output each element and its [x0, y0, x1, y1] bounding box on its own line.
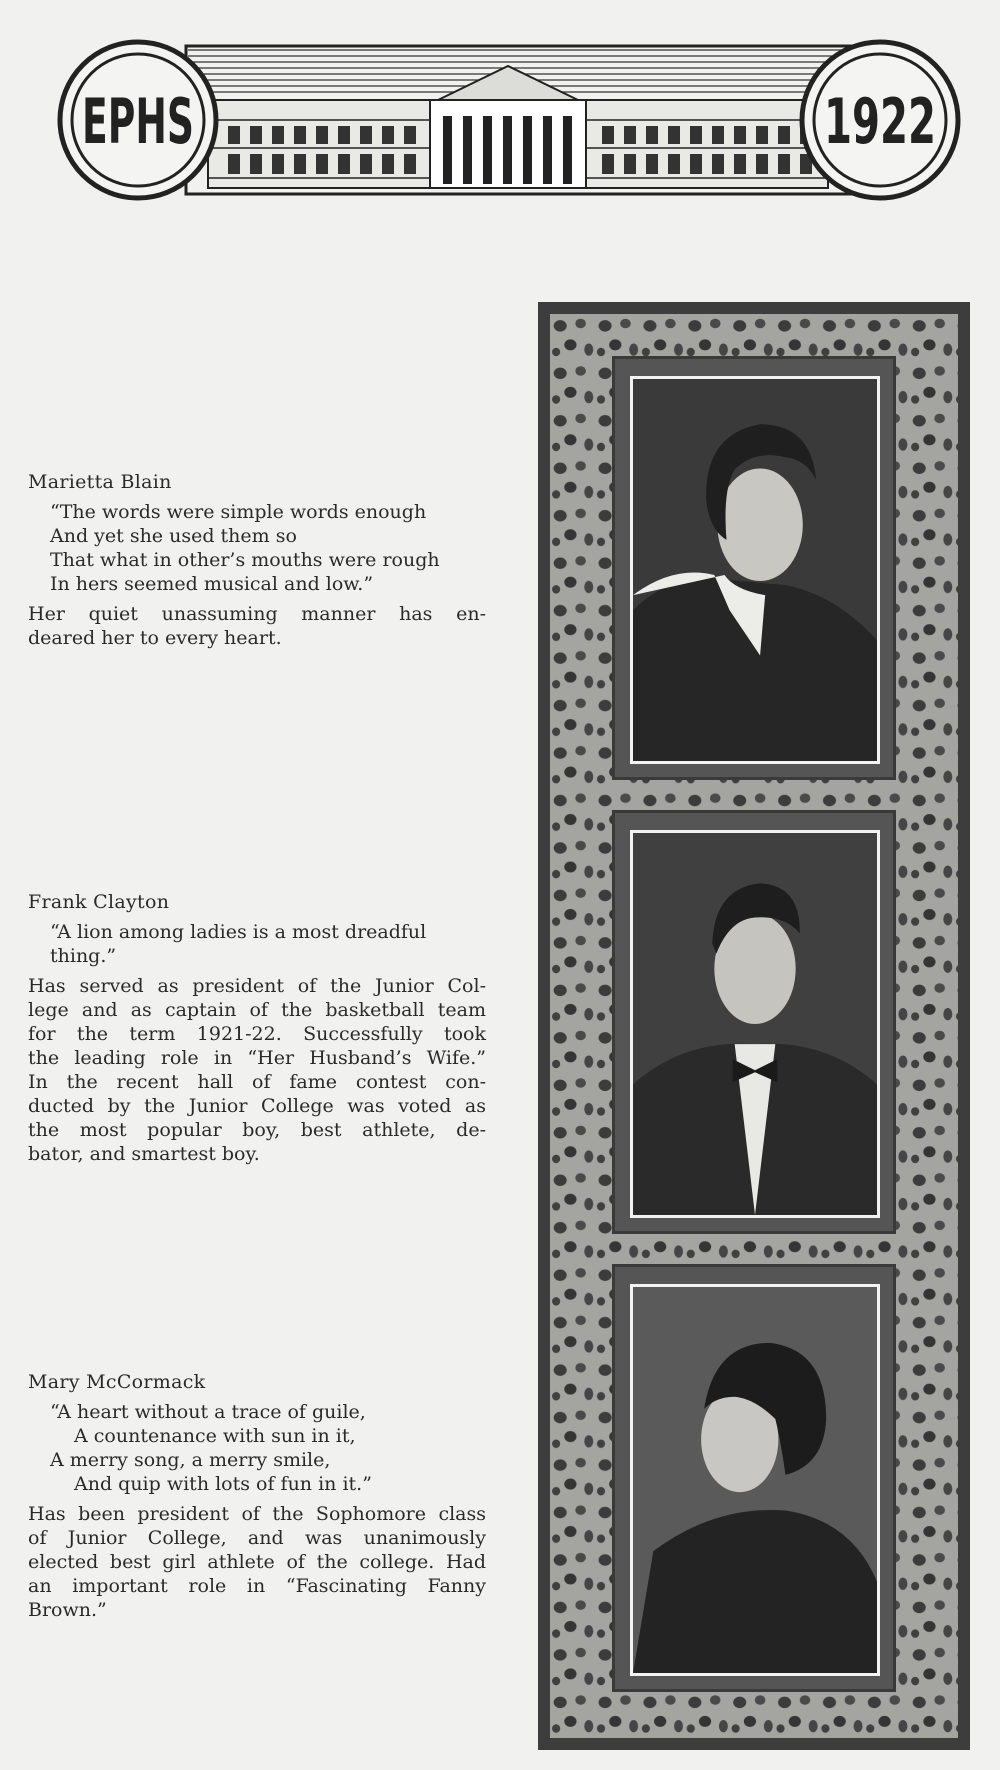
- description-line: elected best girl athlete of the college. Had: [28, 1551, 486, 1573]
- quote-line: “A lion among ladies is a most dreadful: [50, 921, 427, 943]
- quote-line: That what in other’s mouths were rough: [50, 549, 440, 571]
- description-line: Her quiet unassuming manner has en-: [28, 603, 486, 625]
- portrait-panel: [538, 302, 970, 1750]
- quote-line: thing.”: [50, 945, 117, 967]
- description-line: for the term 1921-22. Successfully took: [28, 1023, 486, 1045]
- student-description: [28, 602, 486, 650]
- portrait-photo-man: [630, 830, 880, 1218]
- description-line: the leading role in “Her Husband’s Wife.”: [28, 1047, 486, 1069]
- portrait-frame-marietta: [612, 356, 896, 780]
- school-building-illustration: [58, 28, 960, 208]
- description-line: Brown.”: [28, 1599, 107, 1621]
- description-line: an important role in “Fascinating Fanny: [28, 1575, 486, 1597]
- quote-line: And quip with lots of fun in it.”: [74, 1473, 372, 1495]
- student-bio-marietta-blain: [28, 470, 486, 650]
- description-line: ducted by the Junior College was voted as: [28, 1095, 486, 1117]
- student-name: Mary McCormack: [28, 1371, 206, 1393]
- description-line: the most popular boy, best athlete, de-: [28, 1119, 486, 1141]
- student-quote: [50, 500, 486, 596]
- portrait-frame-frank: [612, 810, 896, 1234]
- student-name: Frank Clayton: [28, 891, 170, 913]
- portrait-photo-woman: [630, 376, 880, 764]
- description-line: In the recent hall of fame contest con-: [28, 1071, 486, 1093]
- student-description: [28, 974, 486, 1166]
- student-description: [28, 1502, 486, 1622]
- svg-text:EPHS: EPHS: [82, 85, 194, 158]
- portrait-photo-woman-profile: [630, 1284, 880, 1676]
- quote-line: A merry song, a merry smile,: [50, 1449, 331, 1471]
- quote-line: “A heart without a trace of guile,: [50, 1401, 366, 1423]
- description-line: deared her to every heart.: [28, 627, 282, 649]
- student-bio-frank-clayton: [28, 890, 486, 1166]
- student-quote: [50, 1400, 486, 1496]
- description-line: Has been president of the Sophomore class: [28, 1503, 486, 1525]
- quote-line: And yet she used them so: [50, 525, 297, 547]
- description-line: Has served as president of the Junior Col-: [28, 975, 486, 997]
- quote-line: A countenance with sun in it,: [74, 1425, 356, 1447]
- student-quote: [50, 920, 486, 968]
- portrait-frame-mary: [612, 1264, 896, 1692]
- ephs-seal: [60, 42, 216, 198]
- description-line: of Junior College, and was unanimously: [28, 1527, 486, 1549]
- student-name: Marietta Blain: [28, 471, 172, 493]
- svg-text:1922: 1922: [824, 85, 936, 158]
- quote-line: “The words were simple words enough: [50, 501, 427, 523]
- year-seal: [802, 42, 958, 198]
- description-line: bator, and smartest boy.: [28, 1143, 260, 1165]
- description-line: lege and as captain of the basketball team: [28, 999, 486, 1021]
- student-bio-mary-mccormack: [28, 1370, 486, 1622]
- quote-line: In hers seemed musical and low.”: [50, 573, 374, 595]
- yearbook-header-banner: [58, 28, 960, 208]
